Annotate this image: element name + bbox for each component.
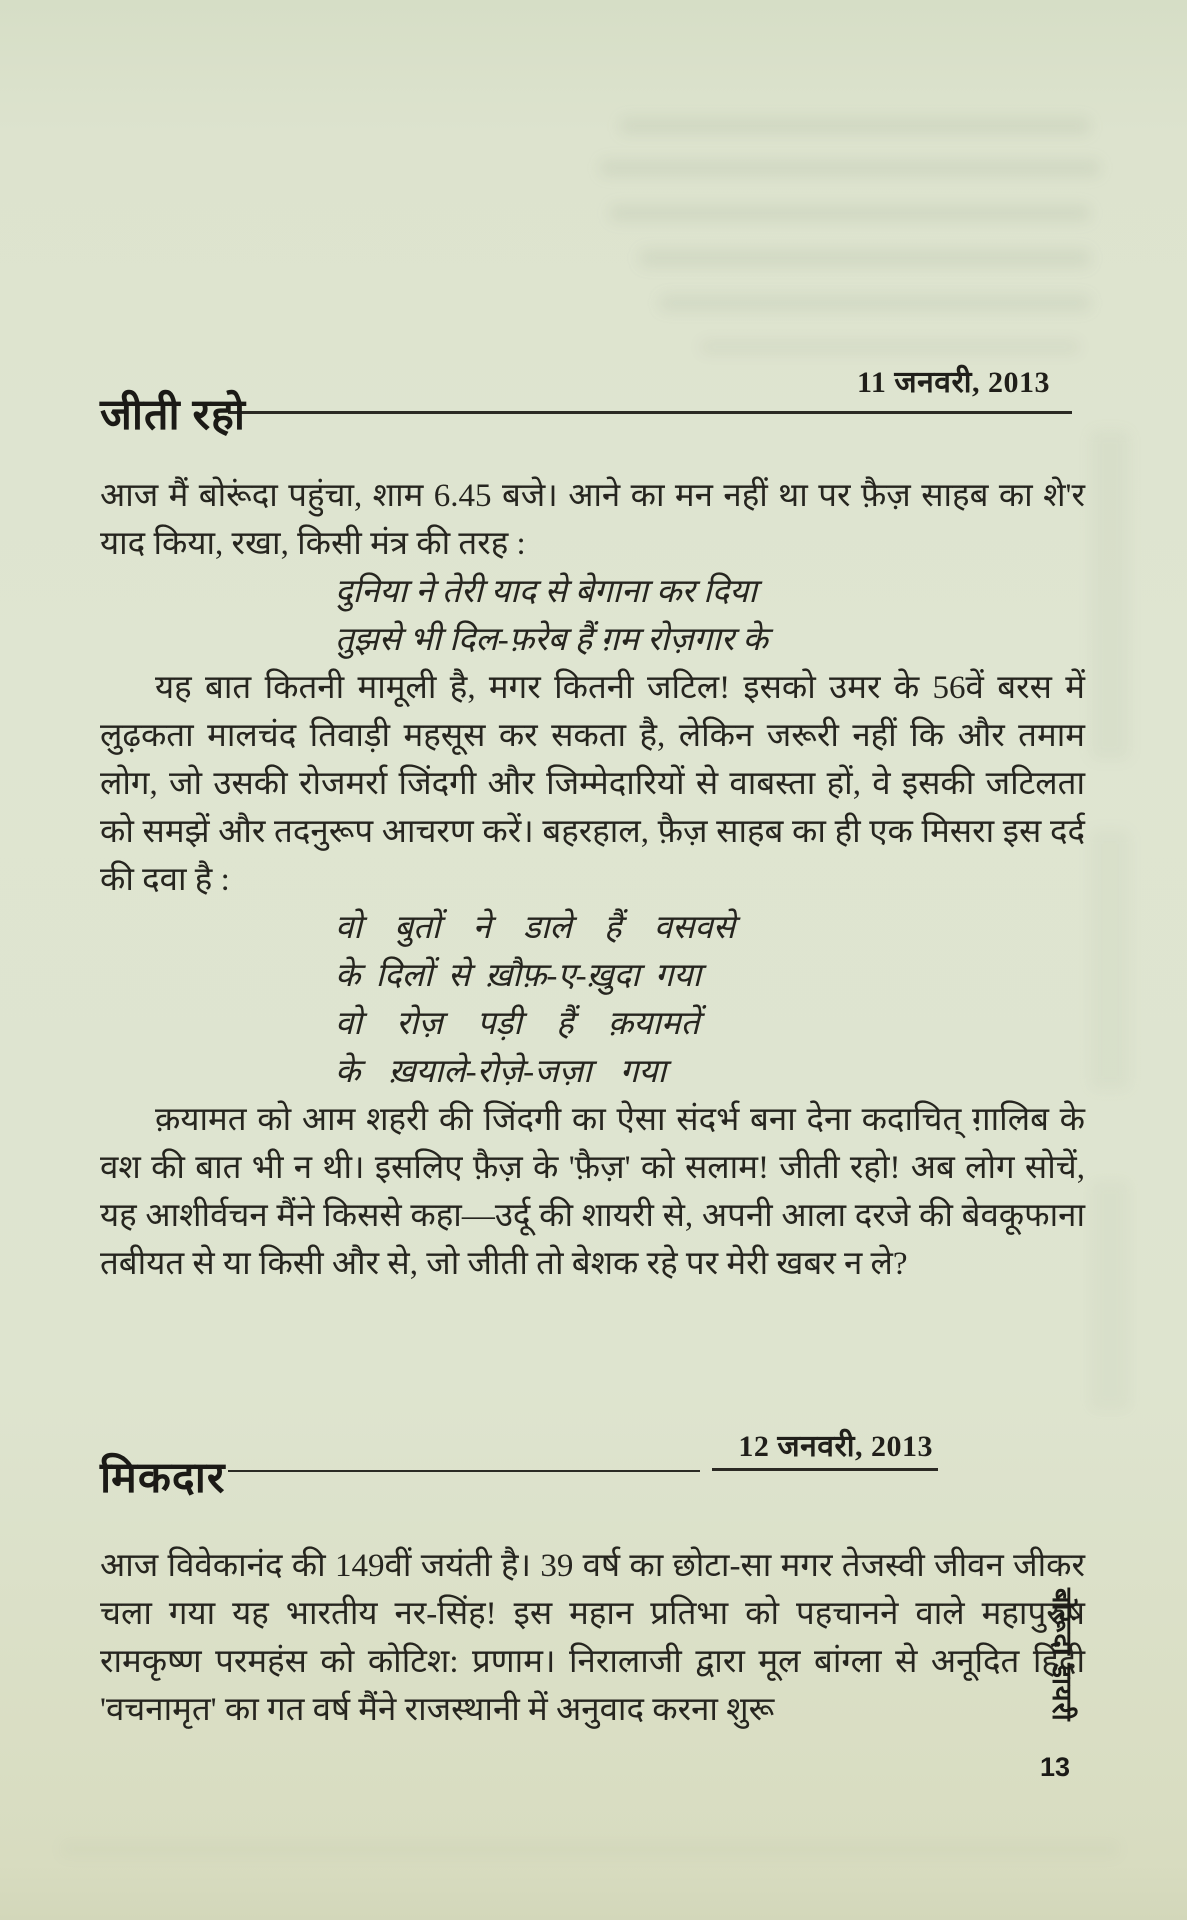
bleed-through-ghost: [610, 205, 1090, 221]
entry-date: 11 जनवरी, 2013: [857, 366, 1050, 399]
verse-line: के ख़याले-रोज़े-जज़ा गया: [335, 1054, 667, 1090]
bleed-through-ghost: [660, 296, 1090, 310]
entry-rule: [228, 411, 1072, 414]
entry-body: [100, 1542, 1085, 1734]
paragraph: क़यामत को आम शहरी की जिंदगी का ऐसा संदर्भ बना देना कदाचित् ग़ालिब के वश की बात भी न थी। इसलिए फ़ैज़ के 'फ़ैज़' को सलाम! जीती रहो! अब लोग सोचें, यह आशीर्वचन मैंने किससे कहा—उर्दू की शायरी से, अपनी आला दरजे की बेवकूफाना तबीयत से या किसी और से, जो जीती तो बेशक रहे पर मेरी खबर न ले?: [100, 1102, 1085, 1282]
entry-rule: [228, 1470, 700, 1472]
bleed-through-ghost: [700, 340, 1080, 354]
bleed-through-ghost: [640, 250, 1090, 266]
entry-date: 12 जनवरी, 2013: [738, 1430, 933, 1463]
bleed-through-ghost: [1090, 1180, 1130, 1410]
entry-rule: [712, 1468, 938, 1471]
bleed-through-ghost: [1090, 830, 1130, 1090]
entry-title: जीती रहो: [100, 392, 246, 439]
verse-line: वो रोज़ पड़ी हैं क़यामतें: [335, 1006, 700, 1042]
entry-body: [100, 472, 1085, 1288]
running-title: बोरूंदा डायरी: [1047, 1588, 1077, 1722]
verse-line: के दिलों से ख़ौफ़-ए-ख़ुदा गया: [335, 958, 702, 994]
entry-title: मिकदार: [100, 1455, 226, 1502]
bleed-through-ghost: [1090, 430, 1130, 760]
paragraph: आज विवेकानंद की 149वीं जयंती है। 39 वर्ष का छोटा-सा मगर तेजस्वी जीवन जीकर चला गया यह भारतीय नर-सिंह! इस महान प्रतिभा को पहचानने वाले महापुरुष रामकृष्ण परमहंस को कोटिश: प्रणाम। निरालाजी द्वारा मूल बांग्ला से अनूदित हिंदी 'वचनामृत' का गत वर्ष मैंने राजस्थानी में अनुवाद करना शुरू: [100, 1548, 1085, 1728]
bleed-through-ghost: [60, 1840, 1120, 1858]
verse-line: तुझसे भी दिल-फ़रेब हैं ग़म रोज़गार के: [335, 622, 768, 658]
paragraph: आज मैं बोरूंदा पहुंचा, शाम 6.45 बजे। आने का मन नहीं था पर फ़ैज़ साहब का शे'र याद किया, रखा, किसी मंत्र की तरह :: [100, 478, 1085, 562]
paragraph: यह बात कितनी मामूली है, मगर कितनी जटिल! इसको उमर के 56वें बरस में लुढ़कता मालचंद तिवाड़ी महसूस कर सकता है, लेकिन जरूरी नहीं कि और तमाम लोग, जो उसकी रोजमर्रा जिंदगी और जिम्मेदारियों से वाबस्ता हों, वे इसकी जटिलता को समझें और तदनुरूप आचरण करें। बहरहाल, फ़ैज़ साहब का ही एक मिसरा इस दर्द की दवा है :: [100, 670, 1085, 898]
verse-quatrain: [100, 904, 1085, 1096]
verse-couplet: [100, 568, 1085, 664]
verse-line: वो बुतों ने डाले हैं वसवसे: [335, 910, 736, 946]
bleed-through-ghost: [600, 160, 1100, 176]
verse-line: दुनिया ने तेरी याद से बेगाना कर दिया: [335, 574, 757, 610]
page-number: 13: [1040, 1752, 1071, 1782]
bleed-through-ghost: [620, 118, 1090, 134]
